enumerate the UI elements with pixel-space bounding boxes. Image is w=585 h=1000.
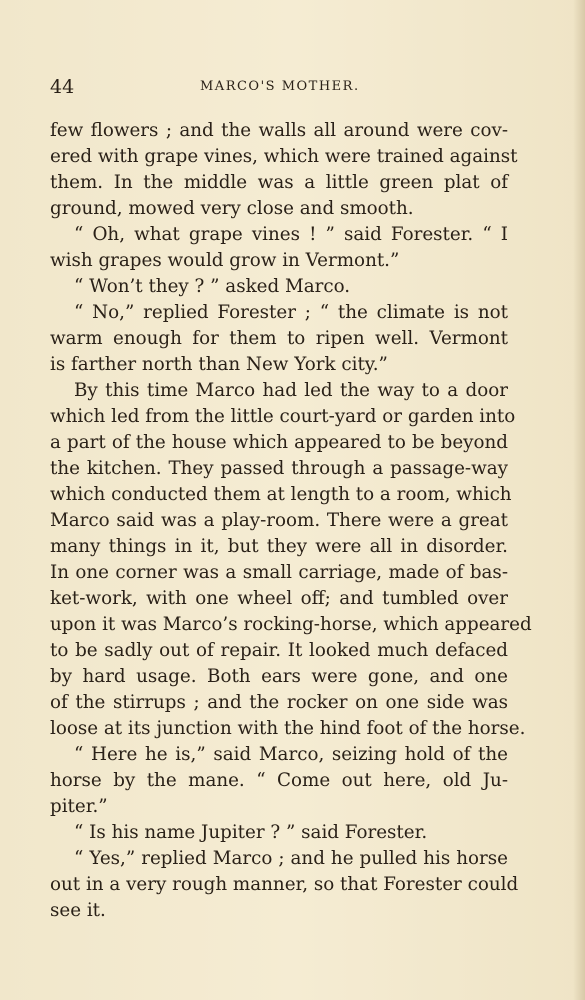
text-line: “ Yes,” replied Marco ; and he pulled his horse: [74, 848, 508, 869]
running-head: [50, 74, 508, 100]
text-line: “ Here he is,” said Marco, seizing hold of the: [74, 744, 508, 765]
text-line: In one corner was a small carriage, made of bas-: [50, 562, 508, 583]
text-line: few flowers ; and the walls all around were cov-: [50, 120, 508, 141]
text-line: piter.”: [50, 796, 108, 817]
text-line: ground, mowed very close and smooth.: [50, 198, 414, 219]
text-line: “ No,” replied Forester ; “ the climate is not: [74, 302, 508, 323]
text-line: warm enough for them to ripen well. Vermont: [50, 328, 508, 349]
text-line: ered with grape vines, which were trained against: [50, 146, 518, 167]
text-line: to be sadly out of repair. It looked much defaced: [50, 640, 508, 661]
page-edge-shadow: [573, 0, 585, 1000]
text-line: many things in it, but they were all in disorder.: [50, 536, 508, 557]
text-line: Marco said was a play-room. There were a great: [50, 510, 508, 531]
text-line: “ Won’t they ? ” asked Marco.: [74, 276, 351, 297]
text-line: out in a very rough manner, so that Forester could: [50, 874, 519, 895]
text-line: a part of the house which appeared to be beyond: [50, 432, 508, 453]
text-line: the kitchen. They passed through a passage-way: [50, 458, 508, 479]
text-line: By this time Marco had led the way to a door: [74, 380, 508, 401]
text-line: loose at its junction with the hind foot of the horse.: [50, 718, 526, 739]
text-line: which conducted them at length to a room, which: [50, 484, 512, 505]
text-line: which led from the little court-yard or garden into: [50, 406, 516, 427]
text-line: “ Oh, what grape vines ! ” said Forester. “ I: [74, 224, 508, 245]
text-line: is farther north than New York city.”: [50, 354, 388, 375]
running-title: MARCO'S MOTHER.: [200, 79, 360, 94]
page-number: 44: [50, 76, 75, 98]
text-line: ket-work, with one wheel off; and tumbled over: [50, 588, 508, 609]
text-line: see it.: [50, 900, 106, 921]
text-line: of the stirrups ; and the rocker on one side was: [50, 692, 508, 713]
text-line: horse by the mane. “ Come out here, old Ju-: [50, 770, 508, 791]
text-line: upon it was Marco’s rocking-horse, which appeared: [50, 614, 532, 635]
text-line: wish grapes would grow in Vermont.”: [50, 250, 400, 271]
text-line: by hard usage. Both ears were gone, and one: [50, 666, 508, 687]
text-line: “ Is his name Jupiter ? ” said Forester.: [74, 822, 428, 843]
body-text: [50, 118, 532, 924]
text-line: them. In the middle was a little green plat of: [50, 172, 508, 193]
